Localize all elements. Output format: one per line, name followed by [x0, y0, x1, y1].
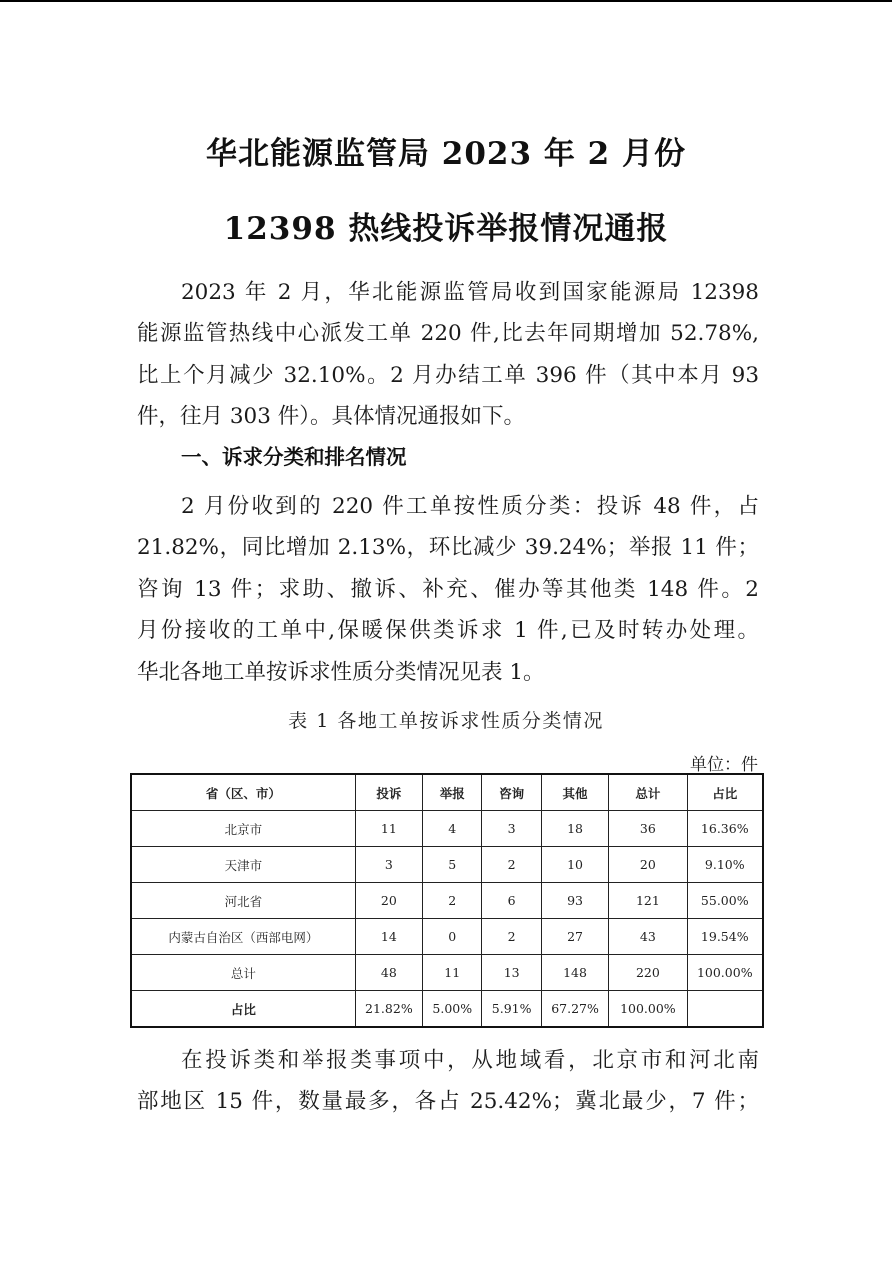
intro-line: 件，往月 303 件）。具体情况通报如下。 [137, 404, 525, 430]
header-cell-total: 总计 [609, 774, 687, 811]
table-cell: 48 [355, 955, 422, 991]
table-cell: 14 [355, 919, 422, 955]
table-cell: 天津市 [131, 847, 355, 883]
table-cell [687, 991, 763, 1028]
section1-line: 华北各地工单按诉求性质分类情况见表 1。 [137, 659, 545, 685]
table-cell: 占比 [131, 991, 355, 1028]
section1-line: 月份接收的工单中,保暖保供类诉求 1 件,已及时转办处理。 [137, 618, 759, 644]
table-cell: 43 [609, 919, 687, 955]
table-cell: 19.54% [687, 919, 763, 955]
intro-line: 2023 年 2 月，华北能源监管局收到国家能源局 12398 [181, 280, 759, 305]
table-cell: 5 [423, 847, 482, 883]
table-cell: 67.27% [541, 991, 608, 1028]
table-row [131, 811, 763, 847]
table-cell: 2 [482, 847, 541, 883]
table-cell: 北京市 [131, 811, 355, 847]
regional-line: 在投诉类和举报类事项中，从地域看，北京市和河北南 [181, 1048, 759, 1073]
table-cell: 11 [423, 955, 482, 991]
table-row [131, 883, 763, 919]
table-cell: 13 [482, 955, 541, 991]
table-unit-label: 单位：件 [690, 755, 758, 775]
table-cell: 2 [423, 883, 482, 919]
table-cell: 55.00% [687, 883, 763, 919]
table-cell: 220 [609, 955, 687, 991]
table-cell: 10 [541, 847, 608, 883]
table-ratio-row [131, 991, 763, 1028]
section1-line: 21.82%，同比增加 2.13%，环比减少 39.24%；举报 11 件； [137, 535, 759, 561]
intro-paragraph [137, 272, 759, 438]
classification-table [130, 773, 764, 1028]
document-title-line-1: 华北能源监管局 2023 年 2 月份 [205, 136, 687, 172]
table-cell: 16.36% [687, 811, 763, 847]
table-cell: 11 [355, 811, 422, 847]
intro-line: 能源监管热线中心派发工单 220 件,比去年同期增加 52.78%, [137, 321, 759, 347]
regional-line: 部地区 15 件，数量最多，各占 25.42%；冀北最少，7 件； [137, 1089, 759, 1115]
table-cell: 5.00% [423, 991, 482, 1028]
table-row [131, 919, 763, 955]
table-cell: 20 [609, 847, 687, 883]
table-caption: 表 1 各地工单按诉求性质分类情况 [288, 710, 604, 732]
table-total-row [131, 955, 763, 991]
table-cell: 0 [423, 919, 482, 955]
section-heading: 一、诉求分类和排名情况 [181, 445, 407, 469]
regional-paragraph [137, 1040, 759, 1123]
table-cell: 4 [423, 811, 482, 847]
section1-paragraph [137, 486, 759, 693]
table-cell: 148 [541, 955, 608, 991]
table-cell: 100.00% [687, 955, 763, 991]
table-cell: 21.82% [355, 991, 422, 1028]
table-cell: 18 [541, 811, 608, 847]
table-cell: 3 [355, 847, 422, 883]
document-title-line-2: 12398 热线投诉举报情况通报 [223, 211, 669, 247]
table-cell: 100.00% [609, 991, 687, 1028]
section1-line: 咨询 13 件；求助、撤诉、补充、催办等其他类 148 件。2 [137, 576, 759, 602]
header-cell-report: 举报 [423, 774, 482, 811]
top-border-rule [0, 0, 892, 2]
header-cell-complaint: 投诉 [355, 774, 422, 811]
table-row [131, 847, 763, 883]
table-cell: 内蒙古自治区（西部电网） [131, 919, 355, 955]
table-cell: 9.10% [687, 847, 763, 883]
header-cell-other: 其他 [541, 774, 608, 811]
table-cell: 121 [609, 883, 687, 919]
header-cell-region: 省（区、市） [131, 774, 355, 811]
table-cell: 93 [541, 883, 608, 919]
table-cell: 36 [609, 811, 687, 847]
table-cell: 20 [355, 883, 422, 919]
intro-line: 比上个月减少 32.10%。2 月办结工单 396 件（其中本月 93 [137, 362, 759, 388]
table-cell: 27 [541, 919, 608, 955]
table-cell: 3 [482, 811, 541, 847]
table-cell: 6 [482, 883, 541, 919]
table-header-row [131, 774, 763, 811]
table-cell: 总计 [131, 955, 355, 991]
header-cell-ratio: 占比 [687, 774, 763, 811]
header-cell-inquiry: 咨询 [482, 774, 541, 811]
table-cell: 5.91% [482, 991, 541, 1028]
table-cell: 河北省 [131, 883, 355, 919]
table-cell: 2 [482, 919, 541, 955]
section1-line: 2 月份收到的 220 件工单按性质分类：投诉 48 件，占 [181, 494, 759, 519]
